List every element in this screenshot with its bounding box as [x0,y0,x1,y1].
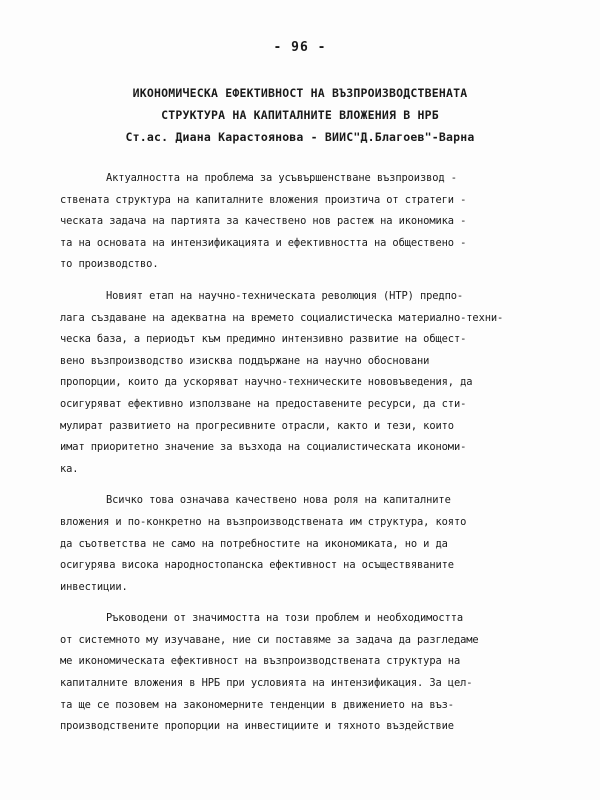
text-line: инвестиции. [60,580,128,593]
text-line: Ръководени от значимостта на този проблем и необходимостта [106,612,464,625]
text-line: то производство. [60,258,159,271]
paragraph-4 [60,608,530,738]
page-number: - 96 - [273,40,327,55]
paragraph-3 [60,490,530,598]
text-line: ческа база, а периодът към предимно интензивно развитие на общест- [60,333,467,346]
text-line: пропорции, които да ускоряват научно-техническите нововъведения, да [60,376,473,389]
text-line: Всичко това означава качествено нова роля на капиталните [106,494,451,507]
text-line: капиталните вложения в НРБ при условията на интензификация. За цел- [60,677,473,690]
text-line: ка. [60,462,79,475]
text-line: та на основата на интензификацията и ефективността на обществено - [60,236,467,249]
text-line: мулират развитието на прогресивните отрасли, както и тези, които [60,419,454,432]
text-line: осигурява висока народностопанска ефективност на осъществяваните [60,559,454,572]
title-block [40,82,560,148]
text-line: производствените пропорции на инвестициите и тяхното въздействие [60,720,454,733]
text-line: от системното му изучаване, ние си поставяме за задача да разгледаме [60,633,479,646]
body-text [60,168,530,738]
text-line: лага създаване на адекватна на времето социалистическа материално-техни- [60,311,504,324]
text-line: имат приоритетно значение за възхода на социалистическата икономи- [60,441,467,454]
text-line: вложения и по-конкретно на възпроизводствената им структура, която [60,515,467,528]
paragraph-1 [60,168,530,276]
text-line: ческата задача на партията за качествено нов растеж на икономика - [60,215,467,228]
text-line: Новият етап на научно-техническата революция (НТР) предпо- [106,289,464,302]
text-line: та ще се позовем на закономерните тенденции в движението на въз- [60,698,454,711]
author-line: Ст.ас. Диана Карастоянова - ВИИС"Д.Благоев"-Варна [125,130,475,144]
text-line: вено възпроизводство изисква поддържане на научно обосновани [60,354,430,367]
text-line: ме икономическата ефективност на възпроизводствената структура на [60,655,461,668]
text-line: Актуалността на проблема за усъвършенстване възпроизвод - [106,172,457,184]
paragraph-2 [60,286,530,480]
text-line: да съответства не само на потребностите на икономиката, но и да [60,537,448,550]
title-line-2: СТРУКТУРА НА КАПИТАЛНИТЕ ВЛОЖЕНИЯ В НРБ [161,108,439,122]
title-line-1: ИКОНОМИЧЕСКА ЕФЕКТИВНОСТ НА ВЪЗПРОИЗВОДСТВЕНАТА [132,86,468,100]
text-line: ствената структура на капиталните вложения произтича от стратеги - [60,193,467,206]
text-line: осигуряват ефективно използване на предоставените ресурси, да сти- [60,397,467,410]
